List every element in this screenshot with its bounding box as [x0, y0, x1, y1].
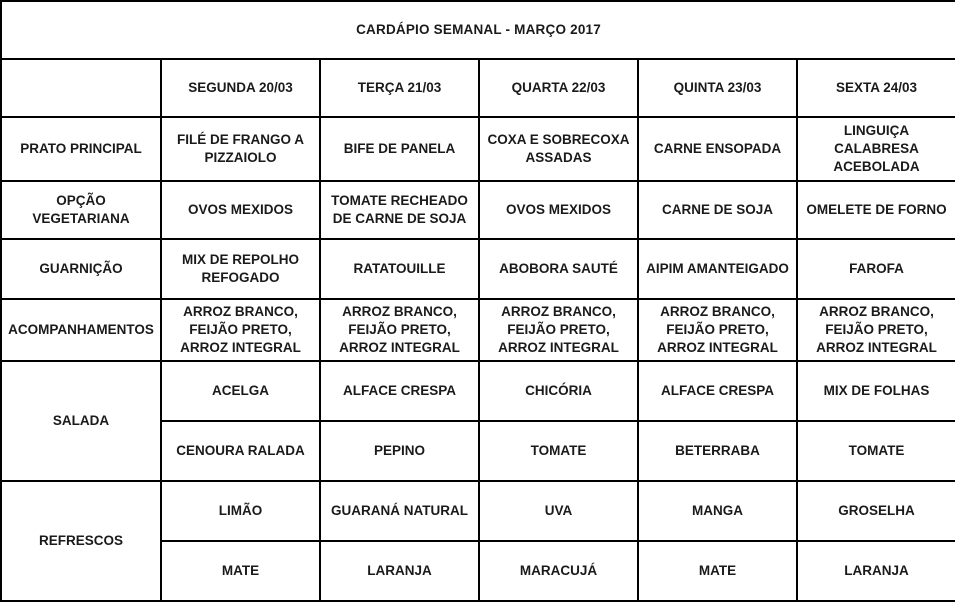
- menu-cell: MIX DE REPOLHO REFOGADO: [161, 239, 320, 299]
- menu-cell: ARROZ BRANCO, FEIJÃO PRETO, ARROZ INTEGRAL: [479, 299, 638, 360]
- menu-cell: MIX DE FOLHAS: [797, 361, 955, 421]
- row-acompanhamentos: [1, 299, 955, 360]
- menu-cell: ARROZ BRANCO, FEIJÃO PRETO, ARROZ INTEGRAL: [320, 299, 479, 360]
- menu-cell: CENOURA RALADA: [161, 421, 320, 481]
- menu-cell: MARACUJÁ: [479, 541, 638, 601]
- menu-cell: CARNE DE SOJA: [638, 181, 797, 239]
- menu-cell: CHICÓRIA: [479, 361, 638, 421]
- menu-cell: ACELGA: [161, 361, 320, 421]
- menu-cell: GUARANÁ NATURAL: [320, 481, 479, 541]
- menu-cell: OVOS MEXIDOS: [161, 181, 320, 239]
- menu-cell: RATATOUILLE: [320, 239, 479, 299]
- menu-cell: COXA E SOBRECOXA ASSADAS: [479, 117, 638, 181]
- row-label: OPÇÃO VEGETARIANA: [1, 181, 161, 239]
- menu-cell: MATE: [161, 541, 320, 601]
- row-label: GUARNIÇÃO: [1, 239, 161, 299]
- row-label: PRATO PRINCIPAL: [1, 117, 161, 181]
- menu-cell: ALFACE CRESPA: [320, 361, 479, 421]
- menu-cell: ABOBORA SAUTÉ: [479, 239, 638, 299]
- day-header: TERÇA 21/03: [320, 59, 479, 117]
- menu-cell: ARROZ BRANCO, FEIJÃO PRETO, ARROZ INTEGRAL: [797, 299, 955, 360]
- menu-cell: ARROZ BRANCO, FEIJÃO PRETO, ARROZ INTEGRAL: [161, 299, 320, 360]
- menu-cell: GROSELHA: [797, 481, 955, 541]
- menu-cell: FILÉ DE FRANGO A PIZZAIOLO: [161, 117, 320, 181]
- menu-cell: BIFE DE PANELA: [320, 117, 479, 181]
- menu-cell: UVA: [479, 481, 638, 541]
- row-label: REFRESCOS: [1, 481, 161, 601]
- day-header: SEGUNDA 20/03: [161, 59, 320, 117]
- menu-cell: OMELETE DE FORNO: [797, 181, 955, 239]
- row-prato-principal: [1, 117, 955, 181]
- row-opcao-vegetariana: [1, 181, 955, 239]
- menu-cell: TOMATE: [797, 421, 955, 481]
- menu-cell: AIPIM AMANTEIGADO: [638, 239, 797, 299]
- title-row: [1, 1, 955, 59]
- menu-cell: TOMATE RECHEADO DE CARNE DE SOJA: [320, 181, 479, 239]
- row-label: SALADA: [1, 361, 161, 481]
- menu-cell: FAROFA: [797, 239, 955, 299]
- row-salada-1: [1, 361, 955, 421]
- row-label: ACOMPANHAMENTOS: [1, 299, 161, 360]
- day-header-row: [1, 59, 955, 117]
- menu-cell: LARANJA: [320, 541, 479, 601]
- menu-cell: ALFACE CRESPA: [638, 361, 797, 421]
- menu-cell: MATE: [638, 541, 797, 601]
- menu-cell: LARANJA: [797, 541, 955, 601]
- menu-cell: TOMATE: [479, 421, 638, 481]
- menu-cell: MANGA: [638, 481, 797, 541]
- menu-cell: LINGUIÇA CALABRESA ACEBOLADA: [797, 117, 955, 181]
- menu-cell: ARROZ BRANCO, FEIJÃO PRETO, ARROZ INTEGRAL: [638, 299, 797, 360]
- menu-cell: BETERRABA: [638, 421, 797, 481]
- menu-cell: OVOS MEXIDOS: [479, 181, 638, 239]
- row-guarnicao: [1, 239, 955, 299]
- menu-cell: LIMÃO: [161, 481, 320, 541]
- day-header: QUINTA 23/03: [638, 59, 797, 117]
- menu-cell: CARNE ENSOPADA: [638, 117, 797, 181]
- corner-cell: [1, 59, 161, 117]
- day-header: QUARTA 22/03: [479, 59, 638, 117]
- menu-cell: PEPINO: [320, 421, 479, 481]
- row-refrescos-1: [1, 481, 955, 541]
- page-title: CARDÁPIO SEMANAL - MARÇO 2017: [1, 1, 955, 59]
- day-header: SEXTA 24/03: [797, 59, 955, 117]
